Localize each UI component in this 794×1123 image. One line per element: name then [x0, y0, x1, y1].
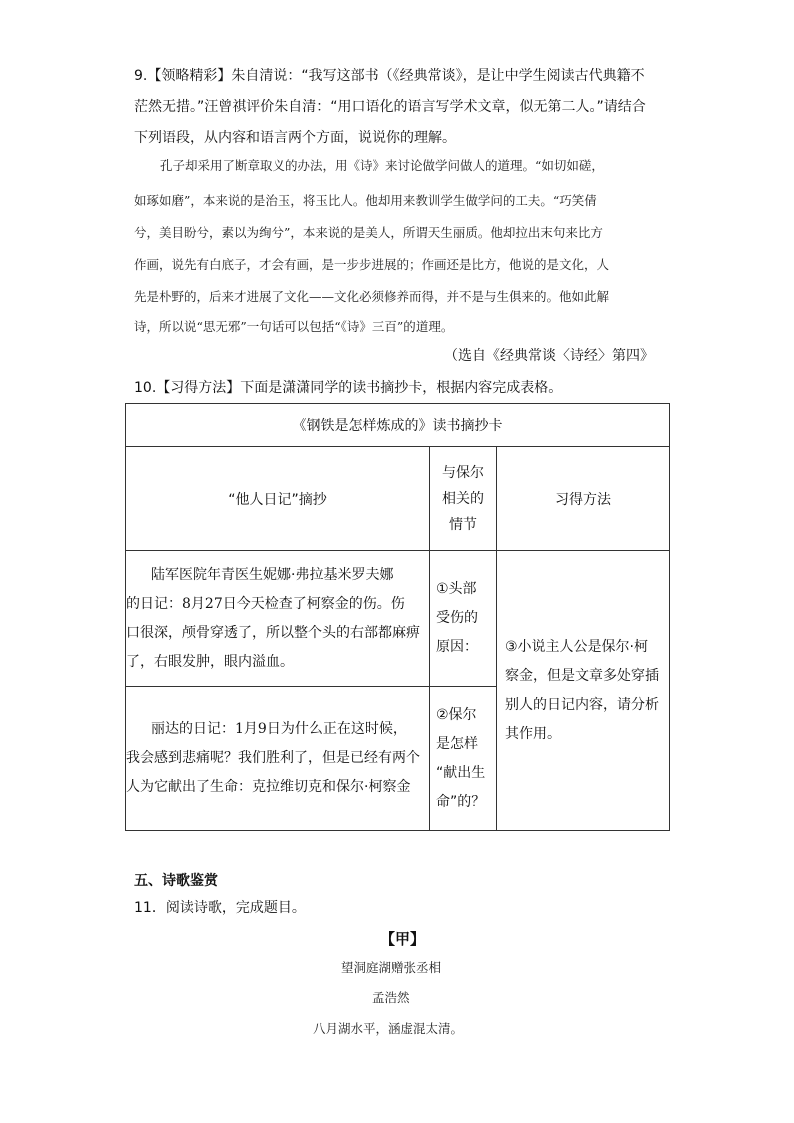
col-header-method: 习得方法	[497, 447, 670, 551]
excerpt-line: 人为它献出了生命：克拉维切克和保尔·柯察金	[126, 779, 411, 795]
q9-source: （选自《经典常谈〈诗经〉第四》	[444, 348, 654, 364]
poem-author: 孟浩然	[372, 990, 410, 1005]
col-header-diary-excerpt: “他人日记”摘抄	[126, 447, 430, 551]
question-line: 命”的？	[436, 793, 486, 810]
question-line: 受伤的	[436, 610, 478, 626]
question-line: 原因：	[436, 639, 478, 655]
q9-line-3: 下列语段，从内容和语言两个方面，说说你的理解。	[134, 130, 456, 146]
q9-line-2: 茫然无措。”汪曾祺评价朱自清：“用口语化的语言写学术文章，似无第二人。”请结合	[134, 99, 646, 115]
row2-question[interactable]	[430, 687, 497, 831]
excerpt-line: 我会感到悲痛呢？我们胜利了，但是已经有两个	[126, 750, 420, 766]
section5-heading: 五、诗歌鉴赏	[134, 873, 218, 889]
method-question[interactable]	[497, 551, 670, 831]
col-header-related-plot-line: 相关的	[442, 490, 484, 507]
row2-diary-excerpt	[126, 687, 430, 831]
q9-passage-line-1: 孔子却采用了断章取义的办法，用《诗》来讨论做学问做人的道理。“如切如磋，	[160, 158, 604, 173]
q9-passage-line-2: 如琢如磨”，本来说的是治玉，将玉比人。他却用来教训学生做学问的工夫。“巧笑倩	[134, 193, 597, 208]
question-line: ①头部	[436, 581, 477, 597]
col-header-related-plot-line: 与保尔	[442, 464, 484, 481]
question-line: ②保尔	[436, 706, 477, 723]
col-header-related-plot-line: 情节	[449, 516, 477, 533]
row1-diary-excerpt	[126, 551, 430, 687]
poem-title: 望洞庭湖赠张丞相	[341, 960, 442, 975]
card-title: 《钢铁是怎样炼成的》读书摘抄卡	[126, 404, 670, 447]
excerpt-line: 陆军医院年青医生妮娜·弗拉基米罗夫娜	[151, 566, 394, 583]
excerpt-line: 口很深，颅骨穿透了，所以整个头的右部都麻痹	[126, 624, 420, 641]
q9-passage-line-6: 诗，所以说“思无邪”一句话可以包括“《诗》三百”的道理。	[134, 319, 454, 334]
q11-prompt: 11．阅读诗歌，完成题目。	[134, 900, 306, 916]
method-line: 别人的日记内容，请分析	[505, 696, 659, 713]
method-line: 其作用。	[505, 725, 561, 742]
col-header-related-plot	[430, 447, 497, 551]
excerpt-line: 的日记：8月27日今天检查了柯察金的伤。伤	[126, 595, 405, 612]
reading-excerpt-card-table	[125, 403, 670, 831]
q9-line-1: 9.【领略精彩】朱自清说：“我写这部书（《经典常谈》，是让中学生阅读古代典籍不	[134, 68, 645, 84]
q9-passage-line-5: 先是朴野的，后来才进展了文化——文化必须修养而得，并不是与生俱来的。他如此解	[134, 289, 610, 304]
method-line: 察金，但是文章多处穿插	[505, 667, 659, 684]
question-line: 是怎样	[436, 735, 478, 752]
q9-passage-line-4: 作画，说先有白底子，才会有画，是一步步进展的；作画还是比方，他说的是文化，人	[134, 257, 610, 272]
q9-passage-line-3: 兮，美目盼兮，素以为绚兮”，本来说的是美人，所谓天生丽质。他却拉出末句来比方	[134, 225, 603, 240]
row1-question[interactable]	[430, 551, 497, 687]
question-line: “献出生	[436, 764, 486, 781]
poem-label: 【甲】	[380, 930, 426, 948]
excerpt-line: 丽达的日记：1月9日为什么正在这时候，	[151, 721, 407, 737]
method-line: ③小说主人公是保尔·柯	[505, 638, 649, 655]
q10-intro: 10.【习得方法】下面是潇潇同学的读书摘抄卡，根据内容完成表格。	[134, 380, 563, 396]
excerpt-line: 了，右眼发肿，眼内溢血。	[126, 653, 294, 670]
poem-line-1: 八月湖水平，涵虚混太清。	[313, 1021, 464, 1036]
